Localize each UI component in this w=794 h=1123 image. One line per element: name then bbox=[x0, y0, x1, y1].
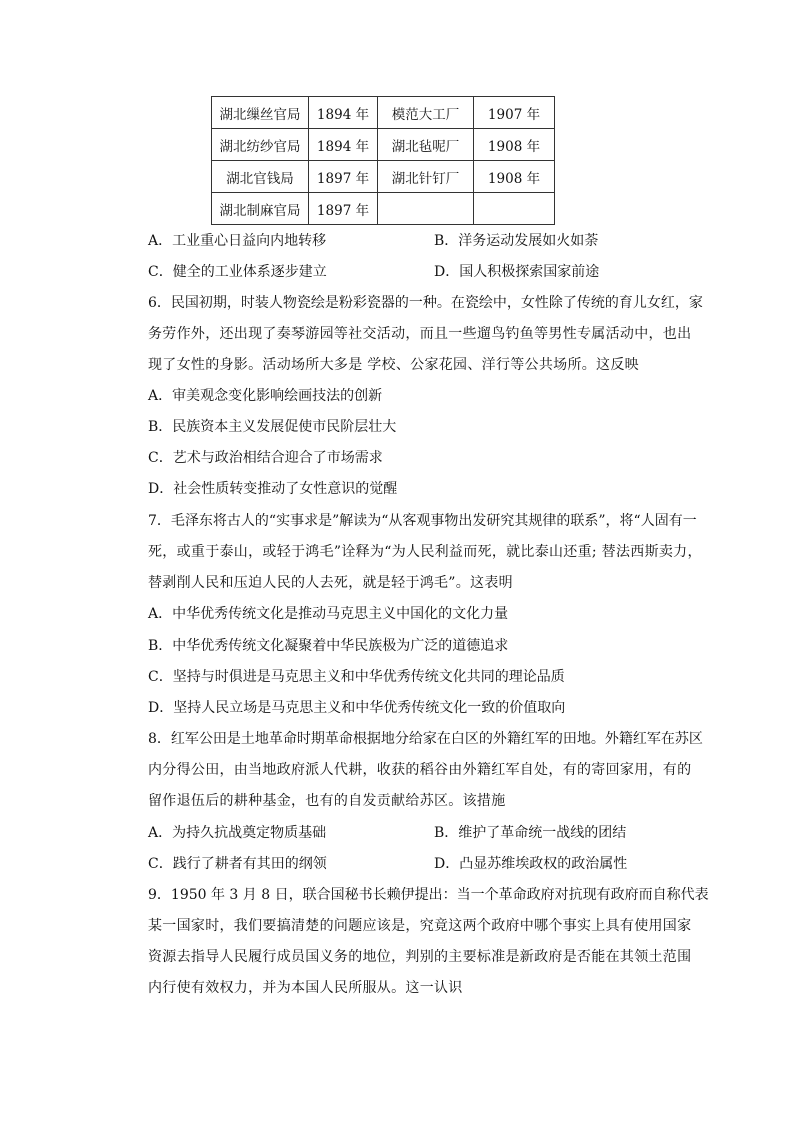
q8-stem-line: 内分得公田，由当地政府派人代耕，收获的稻谷由外籍红军自处，有的寄回家用，有的 bbox=[148, 762, 692, 778]
q5-option-d: D．国人积极探索国家前途 bbox=[434, 264, 600, 280]
table-cell: 1897 年 bbox=[309, 193, 378, 225]
q6-stem-line: 现了女性的身影。活动场所大多是 学校、公家花园、洋行等公共场所。这反映 bbox=[148, 357, 639, 373]
table-cell: 湖北缫丝官局 bbox=[212, 97, 309, 129]
table-cell: 1908 年 bbox=[474, 129, 555, 161]
table-cell: 1894 年 bbox=[309, 97, 378, 129]
table-cell bbox=[378, 193, 474, 225]
table-cell: 湖北针钉厂 bbox=[378, 161, 474, 193]
q6-option-d: D．社会性质转变推动了女性意识的觉醒 bbox=[148, 481, 398, 497]
q7-stem-line: 7．毛泽东将古人的“实事求是”解读为“从客观事物出发研究其规律的联系”，将“人固有一 bbox=[148, 513, 697, 529]
q6-option-b: B．民族资本主义发展促使市民阶层壮大 bbox=[148, 419, 397, 435]
q7-option-d: D．坚持人民立场是马克思主义和中华优秀传统文化一致的价值取向 bbox=[148, 700, 566, 716]
q6-option-a: A．审美观念变化影响绘画技法的创新 bbox=[148, 388, 383, 404]
table-cell: 1908 年 bbox=[474, 161, 555, 193]
q9-stem-line: 9．1950 年 3 月 8 日，联合国秘书长赖伊提出：当一个革命政府对抗现有政府而自称代表 bbox=[148, 887, 709, 903]
table-cell: 湖北制麻官局 bbox=[212, 193, 309, 225]
q8-option-c: C．践行了耕者有其田的纲领 bbox=[148, 856, 327, 872]
table-cell: 湖北官钱局 bbox=[212, 161, 309, 193]
table-cell: 模范大工厂 bbox=[378, 97, 474, 129]
q8-option-a: A．为持久抗战奠定物质基础 bbox=[148, 825, 327, 841]
q7-option-b: B．中华优秀传统文化凝聚着中华民族极为广泛的道德追求 bbox=[148, 638, 509, 654]
table-row bbox=[212, 161, 555, 193]
q7-option-a: A．中华优秀传统文化是推动马克思主义中国化的文化力量 bbox=[148, 606, 509, 622]
q9-stem-line: 资源去指导人民履行成员国义务的地位，判别的主要标准是新政府是否能在其领土范围 bbox=[148, 949, 692, 965]
factory-table bbox=[211, 96, 555, 225]
table-cell: 1894 年 bbox=[309, 129, 378, 161]
q8-option-d: D．凸显苏维埃政权的政治属性 bbox=[434, 856, 628, 872]
table-cell: 1907 年 bbox=[474, 97, 555, 129]
q9-stem-line: 内行使有效权力，并为本国人民所服从。这一认识 bbox=[148, 980, 463, 996]
q8-stem-line: 8．红军公田是土地革命时期革命根据地分给家在白区的外籍红军的田地。外籍红军在苏区 bbox=[148, 731, 703, 747]
table-row bbox=[212, 97, 555, 129]
q7-option-c: C．坚持与时俱进是马克思主义和中华优秀传统文化共同的理论品质 bbox=[148, 669, 565, 685]
table-row bbox=[212, 193, 555, 225]
q6-option-c: C．艺术与政治相结合迎合了市场需求 bbox=[148, 450, 383, 466]
table-row bbox=[212, 129, 555, 161]
q7-stem-line: 替剥削人民和压迫人民的人去死，就是轻于鸿毛”。这表明 bbox=[148, 575, 513, 591]
q8-option-b: B．维护了革命统一战线的团结 bbox=[434, 825, 627, 841]
table-cell: 湖北毡呢厂 bbox=[378, 129, 474, 161]
q8-stem-line: 留作退伍后的耕种基金，也有的自发贡献给苏区。该措施 bbox=[148, 793, 506, 809]
q9-stem-line: 某一国家时，我们要搞清楚的问题应该是，究竟这两个政府中哪个事实上具有使用国家 bbox=[148, 918, 692, 934]
q6-stem-line: 务劳作外，还出现了奏琴游园等社交活动，而且一些遛鸟钓鱼等男性专属活动中，也出 bbox=[148, 326, 692, 342]
q5-option-b: B．洋务运动发展如火如荼 bbox=[434, 233, 599, 249]
table-cell: 湖北纺纱官局 bbox=[212, 129, 309, 161]
q5-option-c: C．健全的工业体系逐步建立 bbox=[148, 264, 327, 280]
q6-stem-line: 6．民国初期，时装人物瓷绘是粉彩瓷器的一种。在瓷绘中，女性除了传统的育儿女红，家 bbox=[148, 295, 703, 311]
q5-option-a: A．工业重心日益向内地转移 bbox=[148, 233, 327, 249]
q7-stem-line: 死，或重于泰山，或轻于鸿毛”诠释为“为人民利益而死，就比泰山还重; 替法西斯卖力， bbox=[148, 544, 702, 560]
table-cell: 1897 年 bbox=[309, 161, 378, 193]
table-cell bbox=[474, 193, 555, 225]
